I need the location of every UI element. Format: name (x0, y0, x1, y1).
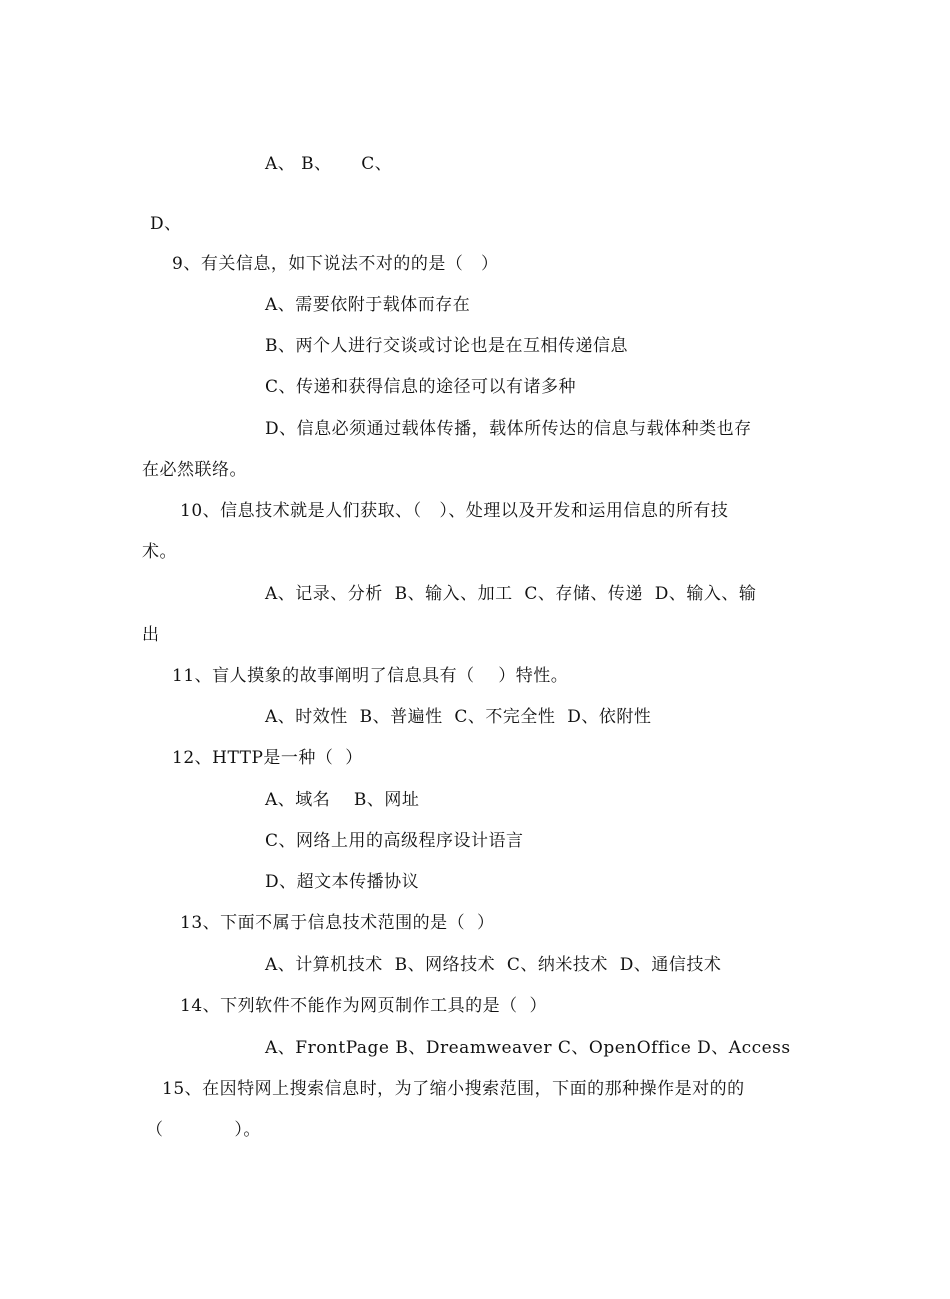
q13-question: 13、下面不属于信息技术范围的是（ ） (180, 913, 495, 933)
q10-question: 10、信息技术就是人们获取、（ ）、处理以及开发和运用信息的所有技 (180, 501, 729, 521)
q15-question: 15、在因特网上搜索信息时，为了缩小搜索范围，下面的那种操作是对的的 (162, 1079, 745, 1099)
q14-question: 14、下列软件不能作为网页制作工具的是（ ） (180, 996, 547, 1016)
q12-option-c: C、网络上用的高级程序设计语言 (265, 831, 524, 851)
q14-options: A、FrontPage B、Dreamweaver C、OpenOffice D、Access (265, 1038, 791, 1058)
q15-question-cont: （ ）。 (146, 1120, 261, 1140)
q9-question: 9、有关信息，如下说法不对的的是（ ） (172, 254, 499, 274)
q10-options-cont: 出 (142, 625, 160, 645)
q9-option-a: A、需要依附于载体而存在 (265, 295, 471, 315)
q9-option-b: B、两个人进行交谈或讨论也是在互相传递信息 (265, 336, 628, 356)
q9-option-d: D、信息必须通过载体传播，载体所传达的信息与载体种类也存 (265, 419, 752, 439)
q11-question: 11、盲人摸象的故事阐明了信息具有（ ）特性。 (172, 666, 569, 686)
q10-options: A、记录、分析 B、输入、加工 C、存储、传递 D、输入、输 (265, 584, 757, 604)
q12-question: 12、HTTP是一种（ ） (172, 748, 363, 768)
q12-option-d: D、超文本传播协议 (265, 872, 420, 892)
q9-option-d-cont: 在必然联络。 (142, 460, 247, 480)
q12-options-ab: A、域名 B、网址 (265, 790, 420, 810)
q13-options: A、计算机技术 B、网络技术 C、纳米技术 D、通信技术 (265, 955, 722, 975)
q10-question-cont: 术。 (142, 542, 177, 562)
q8-options-abc: A、 B、 C、 (265, 154, 393, 174)
q9-option-c: C、传递和获得信息的途径可以有诸多种 (265, 377, 577, 397)
q11-options: A、时效性 B、普遍性 C、不完全性 D、依附性 (265, 707, 652, 727)
q8-option-d: D、 (150, 214, 182, 234)
